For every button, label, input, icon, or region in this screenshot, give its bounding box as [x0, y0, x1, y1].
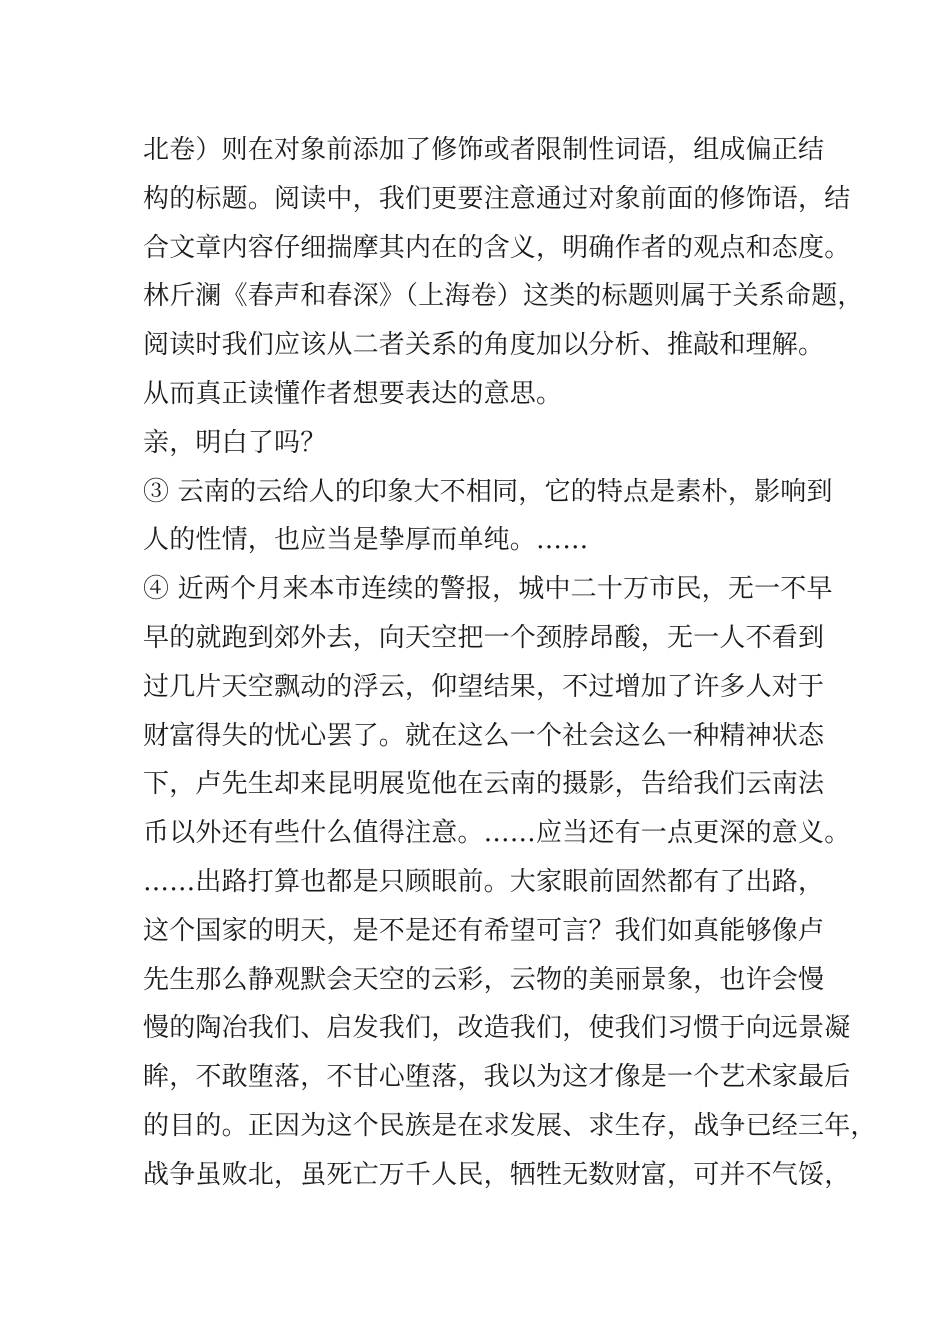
- text-line: 人的性情，也应当是挚厚而单纯。……: [143, 525, 589, 556]
- text-line: ……出路打算也都是只顾眼前。大家眼前固然都有了出路，: [143, 866, 825, 897]
- text-line: ③ 云南的云给人的印象大不相同，它的特点是素朴，影响到: [143, 476, 833, 507]
- text-line: 从而真正读懂作者想要表达的意思。: [143, 378, 563, 409]
- text-line: 财富得失的忧心罢了。就在这么一个社会这么一种精神状态: [143, 720, 825, 751]
- text-line: 亲，明白了吗？: [143, 427, 327, 458]
- text-line: 构的标题。阅读中，我们更要注意通过对象前面的修饰语，结: [143, 183, 851, 214]
- text-line: 合文章内容仔细揣摩其内在的含义，明确作者的观点和态度。: [143, 232, 851, 263]
- text-line: ④ 近两个月来本市连续的警报，城中二十万市民，无一不早: [143, 574, 833, 605]
- text-line: 过几片天空飘动的浮云，仰望结果，不过增加了许多人对于: [143, 671, 825, 702]
- text-line: 币以外还有些什么值得注意。……应当还有一点更深的意义。: [143, 818, 851, 849]
- text-line: 早的就跑到郊外去，向天空把一个颈脖昂酸，无一人不看到: [143, 622, 825, 653]
- text-line: 林斤澜《春声和春深》（上海卷）这类的标题则属于关系命题，: [143, 281, 864, 312]
- text-line: 先生那么静观默会天空的云彩，云物的美丽景象，也许会慢: [143, 964, 825, 995]
- text-line: 慢的陶冶我们、启发我们，改造我们，使我们习惯于向远景凝: [143, 1013, 851, 1044]
- text-line: 眸，不敢堕落，不甘心堕落，我以为这才像是一个艺术家最后: [143, 1062, 851, 1093]
- body-text: [143, 126, 877, 1200]
- text-line: 战争虽败北，虽死亡万千人民，牺牲无数财富，可并不气馁，: [143, 1159, 851, 1190]
- text-line: 的目的。正因为这个民族是在求发展、求生存，战争已经三年，: [143, 1110, 877, 1141]
- text-line: 阅读时我们应该从二者关系的角度加以分析、推敲和理解。: [143, 330, 825, 361]
- text-line: 这个国家的明天，是不是还有希望可言？我们如真能够像卢: [143, 915, 825, 946]
- text-line: 下，卢先生却来昆明展览他在云南的摄影，告给我们云南法: [143, 769, 825, 800]
- text-line: 北卷）则在对象前添加了修饰或者限制性词语，组成偏正结: [143, 135, 825, 165]
